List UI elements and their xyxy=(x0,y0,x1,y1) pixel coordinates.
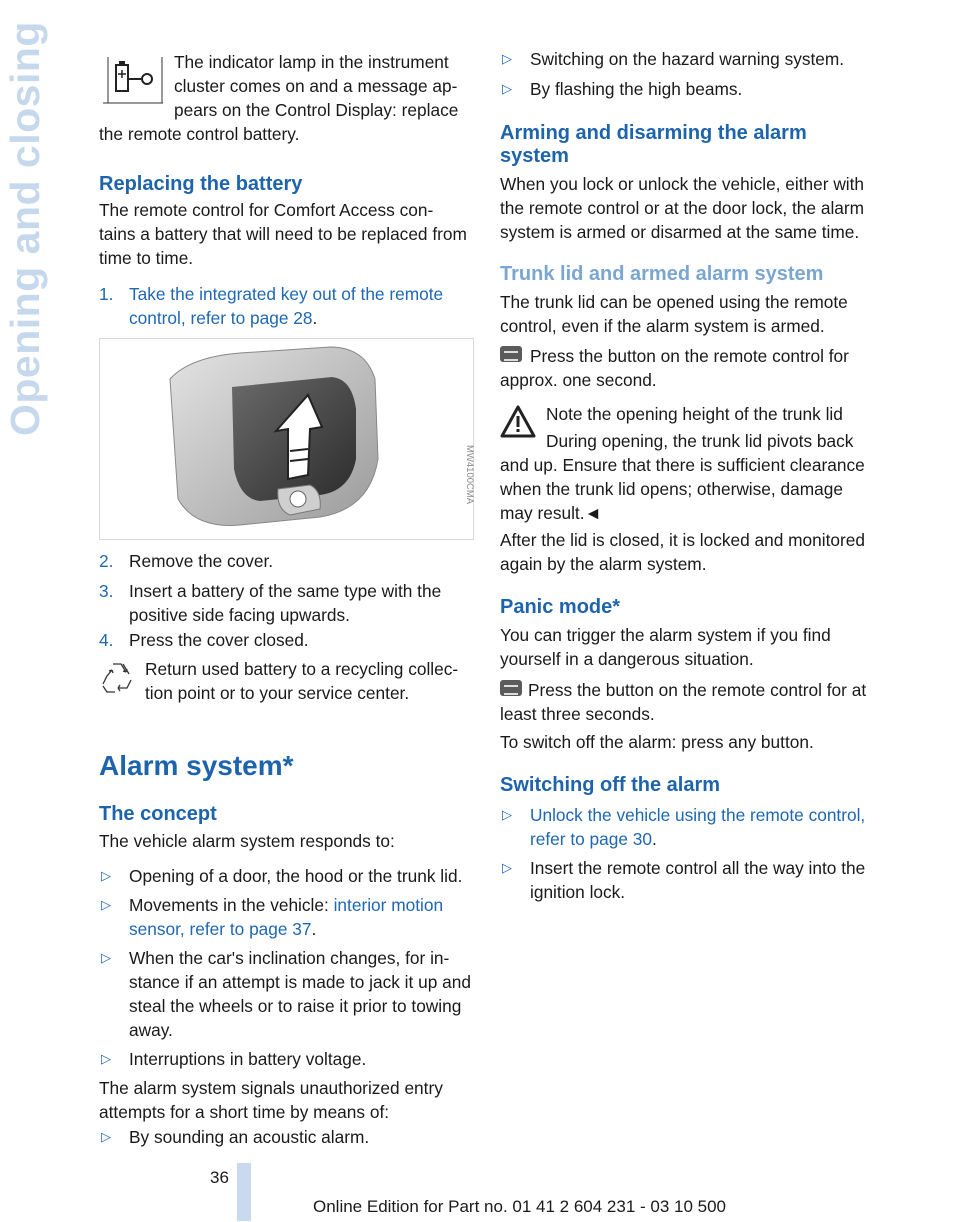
bullet-text: ignition lock. xyxy=(530,882,626,902)
replacing-text-line: tains a battery that will need to be replaced from xyxy=(99,224,467,244)
step-number: 2. xyxy=(99,551,114,571)
side-section-title xyxy=(2,21,64,456)
bullet-text: When the car's inclination changes, for in- xyxy=(129,948,450,968)
step-number: 4. xyxy=(99,630,114,650)
bullet-triangle-icon: ▷ xyxy=(101,1051,111,1066)
replacing-battery-heading: Replacing the battery xyxy=(99,173,303,195)
battery-note-line: pears on the Control Display: replace xyxy=(174,100,459,120)
warning-text-line: During opening, the trunk lid pivots back xyxy=(546,431,854,451)
press-one-text: approx. one second. xyxy=(500,370,657,390)
bullet-text: Movements in the vehicle: xyxy=(129,895,334,915)
side-title-text: Opening and closing xyxy=(2,21,48,436)
recycle-note-line: Return used battery to a recycling collec- xyxy=(145,659,459,679)
battery-note-line: The indicator lamp in the instrument xyxy=(174,52,449,72)
bullet-triangle-icon: ▷ xyxy=(101,950,111,965)
page-number: 36 xyxy=(210,1168,229,1187)
press-three-text: least three seconds. xyxy=(500,704,655,724)
press-three-text: Press the button on the remote control for at xyxy=(528,680,867,700)
warning-text-line: and up. Ensure that there is sufficient clearance xyxy=(500,455,865,475)
switch-off-text: To switch off the alarm: press any button. xyxy=(500,732,814,752)
bullet-triangle-icon: ▷ xyxy=(101,868,111,883)
remote-panic-button-icon xyxy=(500,680,522,699)
arming-heading: Arming and disarming the alarm xyxy=(500,122,807,144)
arming-text-line: When you lock or unlock the vehicle, either with xyxy=(500,174,865,194)
step-text: Remove the cover. xyxy=(129,551,274,571)
step-1-link[interactable]: Take the integrated key out of the remote xyxy=(129,284,444,304)
remote-trunk-button-icon xyxy=(500,346,522,365)
bullet-text: By sounding an acoustic alarm. xyxy=(129,1127,370,1147)
step-number: 1. xyxy=(99,284,114,304)
bullet-text: away. xyxy=(129,1020,173,1040)
arming-heading: system xyxy=(500,145,569,167)
arming-text-line: the remote control or at the door lock, the alarm xyxy=(500,198,865,218)
bullet-triangle-icon: ▷ xyxy=(502,81,512,96)
signals-text-line: The alarm system signals unauthorized entry xyxy=(99,1078,443,1098)
interior-motion-link-page[interactable]: sensor, refer to page 37 xyxy=(129,919,312,939)
battery-key-icon xyxy=(100,55,166,105)
after-lid-text: After the lid is closed, it is locked and monitored xyxy=(500,530,866,550)
switching-off-heading: Switching off the alarm xyxy=(500,774,721,796)
bullet-text: By flashing the high beams. xyxy=(530,79,743,99)
warning-text-line: may result.◄ xyxy=(500,503,602,523)
step-number: 3. xyxy=(99,581,114,601)
bullet-triangle-icon: ▷ xyxy=(502,860,512,875)
step-text: positive side facing upwards. xyxy=(129,605,350,625)
edition-footer: Online Edition for Part no. 01 41 2 604 231 - 03 10 500 xyxy=(313,1197,727,1216)
signals-text-line: attempts for a short time by means of: xyxy=(99,1102,390,1122)
alarm-system-heading: Alarm system* xyxy=(99,750,294,781)
step-suffix: . xyxy=(312,308,318,328)
unlock-vehicle-link-page[interactable]: refer to page 30 xyxy=(530,829,653,849)
concept-heading: The concept xyxy=(99,803,217,825)
recycle-note-line: tion point or to your service center. xyxy=(145,683,410,703)
bullet-triangle-icon: ▷ xyxy=(101,1129,111,1144)
bullet-text: Insert the remote control all the way into the xyxy=(530,858,866,878)
arming-text-line: system is armed or disarmed at the same time. xyxy=(500,222,860,242)
panic-text-line: You can trigger the alarm system if you find xyxy=(500,625,831,645)
bullet-text: Interruptions in battery voltage. xyxy=(129,1049,367,1069)
warning-title: Note the opening height of the trunk lid xyxy=(546,404,843,424)
image-code: MW4100CMA xyxy=(464,445,475,505)
replacing-text-line: time to time. xyxy=(99,248,194,268)
trunk-lid-heading: Trunk lid and armed alarm system xyxy=(500,263,824,285)
replacing-text-line: The remote control for Comfort Access con- xyxy=(99,200,434,220)
panic-mode-heading: Panic mode* xyxy=(500,596,621,618)
bullet-triangle-icon: ▷ xyxy=(502,807,512,822)
warning-text-line: when the trunk lid opens; otherwise, damage xyxy=(500,479,843,499)
step-text: Press the cover closed. xyxy=(129,630,309,650)
bullet-text: steal the wheels or to raise it prior to towing xyxy=(129,996,462,1016)
trunk-text-line: control, even if the alarm system is armed. xyxy=(500,316,825,336)
press-one-text: Press the button on the remote control for xyxy=(530,346,849,366)
trunk-text-line: The trunk lid can be opened using the remote xyxy=(500,292,848,312)
recycle-icon xyxy=(99,660,135,696)
bullet-triangle-icon: ▷ xyxy=(101,897,111,912)
bullet-suffix: . xyxy=(311,919,317,939)
bullet-text: Opening of a door, the hood or the trunk lid. xyxy=(129,866,463,886)
battery-note-line: cluster comes on and a message ap- xyxy=(174,76,458,96)
battery-note-line: the remote control battery. xyxy=(99,124,300,144)
bullet-triangle-icon: ▷ xyxy=(502,51,512,66)
bullet-suffix: . xyxy=(652,829,657,849)
bullet-text: stance if an attempt is made to jack it up and xyxy=(129,972,471,992)
remote-control-image xyxy=(99,338,474,540)
after-lid-text: again by the alarm system. xyxy=(500,554,707,574)
bullet-text: Switching on the hazard warning system. xyxy=(530,49,845,69)
interior-motion-link[interactable]: interior motion xyxy=(333,895,444,915)
step-1-link-page[interactable]: control, refer to page 28 xyxy=(129,308,313,328)
step-text: Insert a battery of the same type with the xyxy=(129,581,442,601)
footer-accent-bar xyxy=(237,1163,251,1221)
warning-triangle-icon xyxy=(500,405,536,439)
panic-text-line: yourself in a dangerous situation. xyxy=(500,649,754,669)
concept-intro: The vehicle alarm system responds to: xyxy=(99,831,395,851)
unlock-vehicle-link[interactable]: Unlock the vehicle using the remote control, xyxy=(530,805,866,825)
